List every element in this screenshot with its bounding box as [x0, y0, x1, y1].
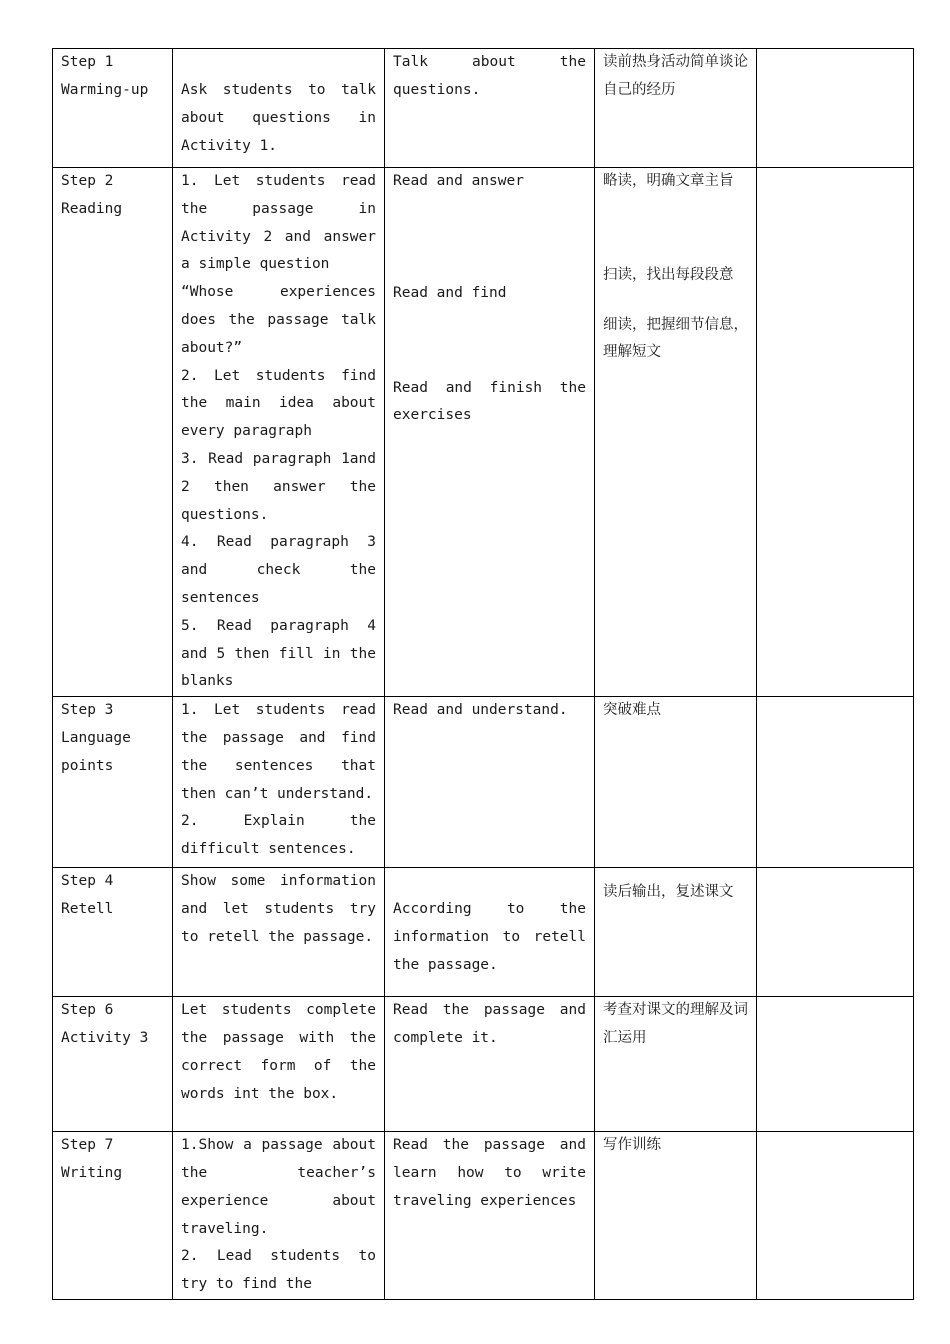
teacher-activity-cell: [173, 168, 385, 697]
table-row: [53, 49, 914, 168]
teacher-activity-cell: [173, 997, 385, 1132]
step-cell: [53, 1132, 173, 1300]
purpose-cell: [595, 868, 757, 997]
step-name: Warming-up: [61, 81, 149, 98]
step-title: Step 6: [61, 1002, 114, 1019]
teacher-activity-text: 5. Read paragraph 4 and 5 then fill in the blanks: [181, 617, 376, 690]
purpose-text: 考查对课文的理解及词汇运用: [603, 1002, 748, 1046]
teacher-activity-text: Show some information and let students try to retell the passage.: [181, 873, 376, 945]
student-activity-cell: [385, 1132, 595, 1300]
student-activity-text: According to the information to retell the passage.: [393, 901, 586, 973]
table-row: [53, 868, 914, 997]
teacher-activity-text: Ask students to talk about questions in Activity 1.: [181, 82, 376, 154]
extra-cell: [757, 168, 914, 697]
purpose-cell: [595, 49, 757, 168]
step-cell: [53, 49, 173, 168]
extra-cell: [757, 868, 914, 997]
student-activity-cell: [385, 997, 595, 1132]
extra-cell: [757, 697, 914, 868]
teacher-activity-text: 2. Let students find the main idea about every paragraph: [181, 367, 376, 440]
purpose-text: 扫读，找出每段段意: [603, 266, 734, 283]
purpose-text: 读前热身活动简单谈论自己的经历: [603, 54, 748, 98]
step-cell: [53, 868, 173, 997]
student-activity-cell: [385, 168, 595, 697]
table-row: [53, 997, 914, 1132]
step-title: Step 2: [61, 173, 114, 189]
teacher-activity-cell: [173, 697, 385, 868]
student-activity-text: Read the passage and complete it.: [393, 1002, 586, 1046]
teacher-activity-text: Let students complete the passage with the correct form of the words int the box.: [181, 1002, 376, 1102]
purpose-cell: [595, 997, 757, 1132]
purpose-cell: [595, 697, 757, 868]
table-row: [53, 168, 914, 697]
teacher-activity-text: 1.Show a passage about the teacher’s experience about traveling.: [181, 1137, 376, 1237]
teacher-activity-text: 3. Read paragraph 1and 2 then answer the questions.: [181, 450, 376, 523]
student-activity-text: Talk about the questions.: [393, 54, 586, 98]
cell-spacer: [393, 868, 586, 896]
purpose-cell: [595, 1132, 757, 1300]
step-name: Activity 3: [61, 1029, 149, 1046]
extra-cell: [757, 997, 914, 1132]
cell-spacer: [603, 196, 748, 262]
step-title: Step 1: [61, 54, 114, 70]
step-title: Step 3: [61, 702, 114, 719]
teacher-activity-text: 2. Lead students to try to find the: [181, 1248, 376, 1293]
cell-spacer: [393, 308, 586, 375]
extra-cell: [757, 1132, 914, 1300]
step-name: Writing: [61, 1164, 123, 1181]
purpose-text: 读后输出，复述课文: [603, 884, 734, 901]
step-name: Reading: [61, 200, 123, 217]
purpose-text: 写作训练: [603, 1137, 661, 1154]
purpose-text: 略读，明确文章主旨: [603, 173, 734, 189]
teacher-activity-text: 1. Let students read the passage in Activity 2 and answer a simple question: [181, 173, 376, 273]
teacher-activity-cell: [173, 49, 385, 168]
cell-spacer: [603, 868, 748, 879]
lesson-plan-table: [52, 48, 914, 1300]
step-title: Step 4: [61, 873, 114, 890]
student-activity-cell: [385, 868, 595, 997]
table-row: [53, 697, 914, 868]
student-activity-text: Read the passage and learn how to write traveling experiences: [393, 1137, 586, 1209]
teacher-activity-text: 4. Read paragraph 3 and check the sentences: [181, 534, 376, 606]
teacher-activity-cell: [173, 1132, 385, 1300]
student-activity-cell: [385, 697, 595, 868]
step-cell: [53, 997, 173, 1132]
cell-spacer: [603, 290, 748, 312]
student-activity-text: Read and find: [393, 284, 507, 301]
teacher-activity-text: 1. Let students read the passage and find the sentences that then can’t understand.: [181, 702, 376, 802]
student-activity-text: Read and answer: [393, 173, 524, 189]
purpose-text: 细读，把握细节信息，理解短文: [603, 316, 748, 361]
step-name: Retell: [61, 900, 114, 917]
step-title: Step 7: [61, 1137, 114, 1154]
extra-cell: [757, 49, 914, 168]
teacher-activity-text: “Whose experiences does the passage talk about?”: [181, 284, 376, 356]
purpose-cell: [595, 168, 757, 697]
teacher-activity-text: 2. Explain the difficult sentences.: [181, 813, 376, 858]
step-name: Language points: [61, 729, 131, 774]
table-row: [53, 1132, 914, 1300]
student-activity-text: Read and understand.: [393, 702, 568, 719]
purpose-text: 突破难点: [603, 702, 661, 719]
step-cell: [53, 697, 173, 868]
student-activity-cell: [385, 49, 595, 168]
student-activity-text: Read and finish the exercises: [393, 379, 586, 424]
teacher-activity-cell: [173, 868, 385, 997]
step-cell: [53, 168, 173, 697]
cell-spacer: [393, 196, 586, 280]
cell-spacer: [181, 49, 376, 77]
